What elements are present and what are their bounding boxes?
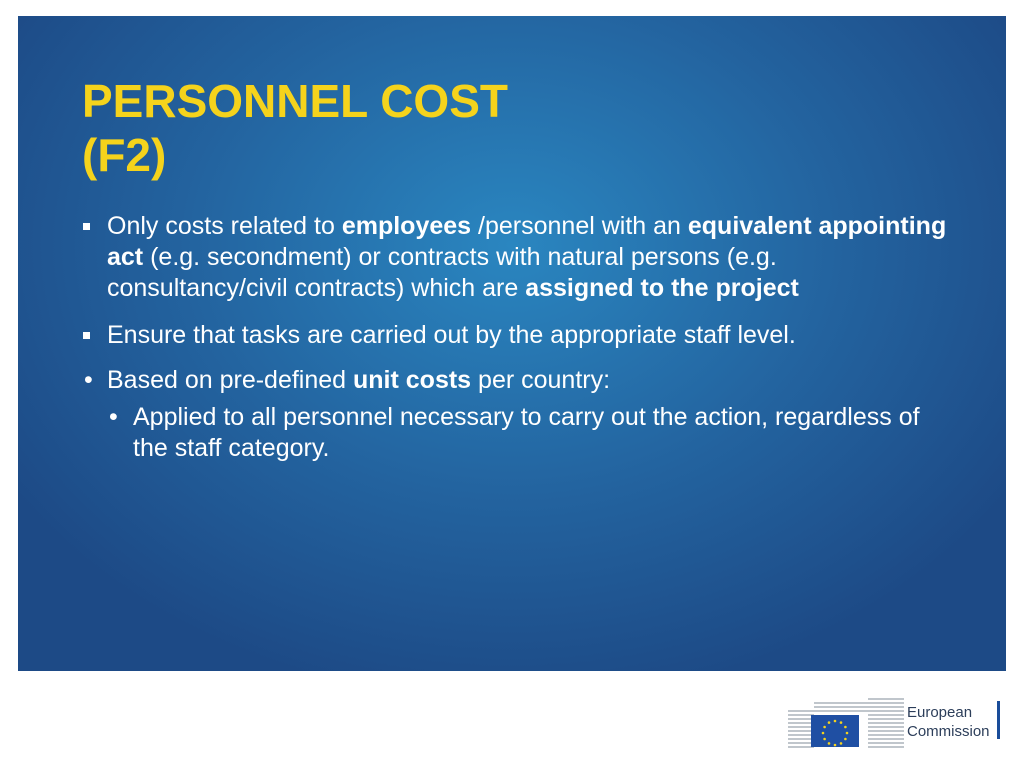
bullet-item-1: [82, 211, 952, 304]
commission-building-icon: [786, 689, 906, 755]
square-bullet-icon: [83, 223, 90, 230]
bullet-1-bold-assigned: assigned to the project: [525, 274, 799, 302]
slide-background: [18, 16, 1006, 671]
bullet-3-text-b: per country:: [471, 366, 611, 394]
slide-body: [82, 211, 952, 464]
bullet-3-bold-unit-costs: unit costs: [353, 366, 472, 394]
bullet-1-bold-employees: employees: [341, 212, 472, 240]
logo-text-line-2: Commission: [907, 723, 990, 740]
bullet-1-text-c: (e.g. secondment) or contracts with natural persons (e.g. consultancy/civil contracts) which are: [107, 243, 777, 302]
sub-bullet-text: Applied to all personnel necessary to carry out the action, regardless of the staff category.: [133, 403, 920, 462]
bullet-1-bold-appointing-act: equivalent appointing act: [107, 212, 947, 271]
logo-text: [907, 703, 990, 741]
bullet-2-text: Ensure that tasks are carried out by the appropriate staff level.: [107, 321, 796, 349]
bullet-1-text-b: /personnel with an: [471, 212, 688, 240]
title-line-2: (F2): [82, 129, 167, 181]
bullet-1-text-a: Only costs related to: [107, 212, 342, 240]
title-line-1: PERSONNEL COST: [82, 75, 508, 127]
european-commission-logo: [786, 689, 1006, 755]
logo-text-line-1: European: [907, 704, 973, 721]
sub-bullet-item: [107, 402, 952, 464]
round-bullet-icon: •: [109, 403, 118, 431]
slide-title: [82, 74, 508, 182]
bullet-item-3: [82, 365, 952, 396]
logo-divider: [997, 701, 1000, 739]
bullet-item-2: [82, 320, 952, 351]
square-bullet-icon: [83, 332, 90, 339]
round-bullet-icon: •: [84, 366, 93, 394]
bullet-3-text-a: Based on pre-defined: [107, 366, 354, 394]
